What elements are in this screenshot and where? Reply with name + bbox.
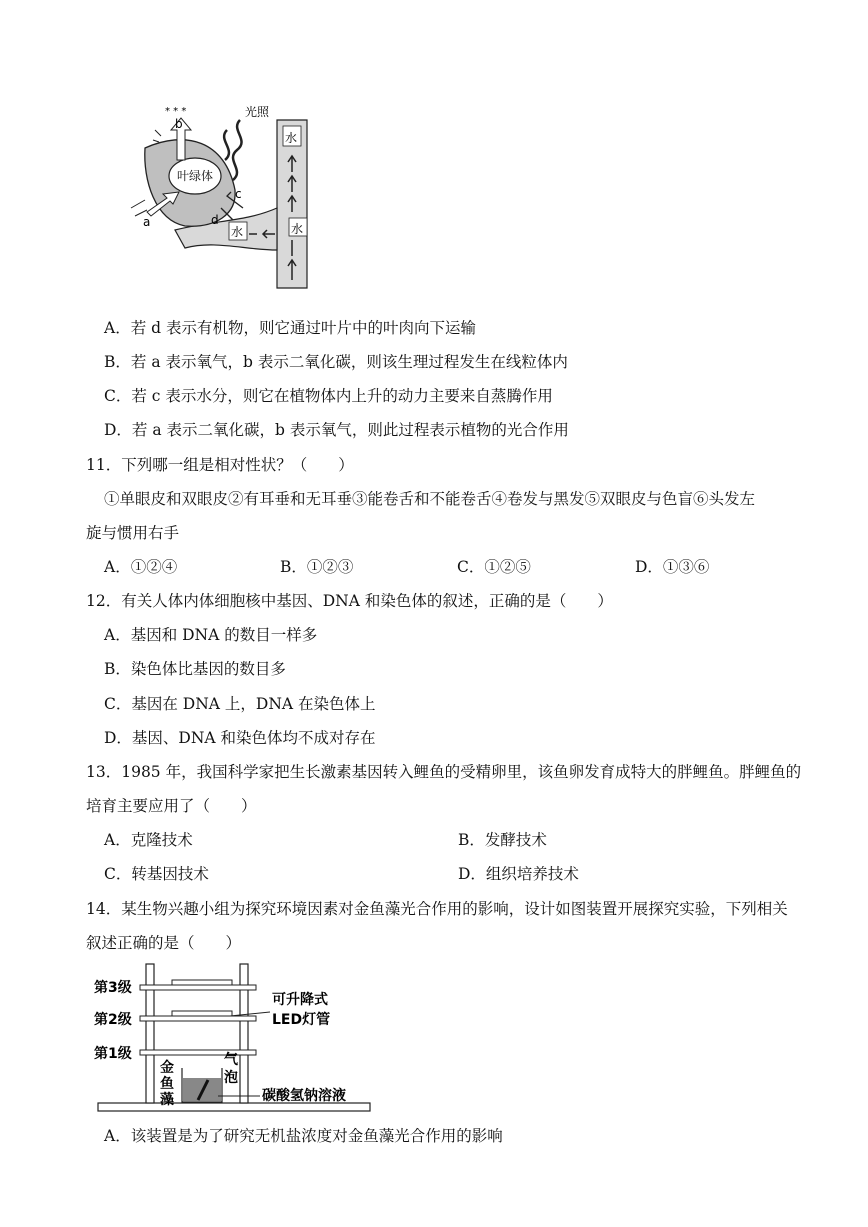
water-label-top: 水 bbox=[285, 131, 298, 145]
chloroplast-label: 叶绿体 bbox=[177, 169, 214, 183]
q14-stem-line1: 14．某生物兴趣小组为探究环境因素对金鱼藻光合作用的影响，设计如图装置开展探究实验，下列相关 bbox=[86, 900, 788, 918]
plant-label-2: 鱼 bbox=[160, 1076, 174, 1092]
q10-option-a: A．若 d 表示有机物，则它通过叶片中的叶肉向下运输 bbox=[104, 319, 476, 337]
q14-option-a: A．该装置是为了研究无机盐浓度对金鱼藻光合作用的影响 bbox=[104, 1127, 503, 1145]
light-label: 光照 bbox=[245, 105, 270, 119]
q12-option-c: C．基因在 DNA 上，DNA 在染色体上 bbox=[104, 695, 376, 713]
q13-option-c: C．转基因技术 bbox=[104, 865, 209, 883]
q11-option-a: A．①②④ bbox=[104, 558, 178, 576]
shelf-apparatus-diagram bbox=[90, 960, 390, 1120]
label-c: c bbox=[235, 187, 242, 201]
q14-stem-line2: 叙述正确的是（ ） bbox=[86, 934, 242, 952]
level-3-label: 第3级 bbox=[94, 980, 132, 996]
q11-option-c: C．①②⑤ bbox=[457, 558, 531, 576]
q12-option-b: B．染色体比基因的数目多 bbox=[104, 660, 286, 678]
q12-stem: 12．有关人体内体细胞核中基因、DNA 和染色体的叙述，正确的是（ ） bbox=[86, 592, 613, 610]
q11-items-line2: 旋与惯用右手 bbox=[86, 524, 180, 542]
water-label-petiole: 水 bbox=[231, 225, 244, 239]
q13-option-a: A．克隆技术 bbox=[104, 831, 193, 849]
q11-stem: 11．下列哪一组是相对性状？（ ） bbox=[86, 456, 354, 474]
q10-option-d: D．若 a 表示二氧化碳，b 表示氧气，则此过程表示植物的光合作用 bbox=[104, 421, 569, 439]
bubble-label-1: 气 bbox=[224, 1052, 238, 1068]
svg-text:* * *: * * * bbox=[165, 106, 187, 117]
q10-option-b: B．若 a 表示氧气，b 表示二氧化碳，则该生理过程发生在线粒体内 bbox=[104, 353, 568, 371]
label-b: b bbox=[175, 117, 183, 131]
label-a: a bbox=[143, 215, 151, 229]
lamp-label-line2: LED灯管 bbox=[272, 1012, 331, 1028]
q11-option-d: D．①③⑥ bbox=[635, 558, 710, 576]
q13-option-d: D．组织培养技术 bbox=[458, 865, 579, 883]
q11-option-b: B．①②③ bbox=[280, 558, 354, 576]
lamp-label-line1: 可升降式 bbox=[272, 992, 328, 1008]
label-d: d bbox=[211, 213, 219, 227]
level-1-label: 第1级 bbox=[94, 1046, 132, 1062]
plant-label-3: 藻 bbox=[160, 1092, 174, 1108]
q13-option-b: B．发酵技术 bbox=[458, 831, 547, 849]
solution-label: 碳酸氢钠溶液 bbox=[262, 1088, 346, 1104]
bubble-label-2: 泡 bbox=[224, 1070, 238, 1086]
q11-items-line1: ①单眼皮和双眼皮②有耳垂和无耳垂③能卷舌和不能卷舌④卷发与黑发⑤双眼皮与色盲⑥头发左 bbox=[104, 490, 756, 508]
q12-option-a: A．基因和 DNA 的数目一样多 bbox=[104, 626, 318, 644]
level-2-label: 第2级 bbox=[94, 1012, 132, 1028]
q10-option-c: C．若 c 表示水分，则它在植物体内上升的动力主要来自蒸腾作用 bbox=[104, 387, 553, 405]
plant-label-1: 金 bbox=[160, 1060, 174, 1076]
leaf-diagram bbox=[125, 100, 325, 290]
q13-stem-line2: 培育主要应用了（ ） bbox=[86, 797, 257, 815]
q13-stem-line1: 13．1985 年，我国科学家把生长激素基因转入鲤鱼的受精卵里，该鱼卵发育成特大的胖鲤鱼。胖鲤鱼的 bbox=[86, 763, 802, 781]
q12-option-d: D．基因、DNA 和染色体均不成对存在 bbox=[104, 729, 376, 747]
water-label-stem: 水 bbox=[291, 222, 304, 236]
